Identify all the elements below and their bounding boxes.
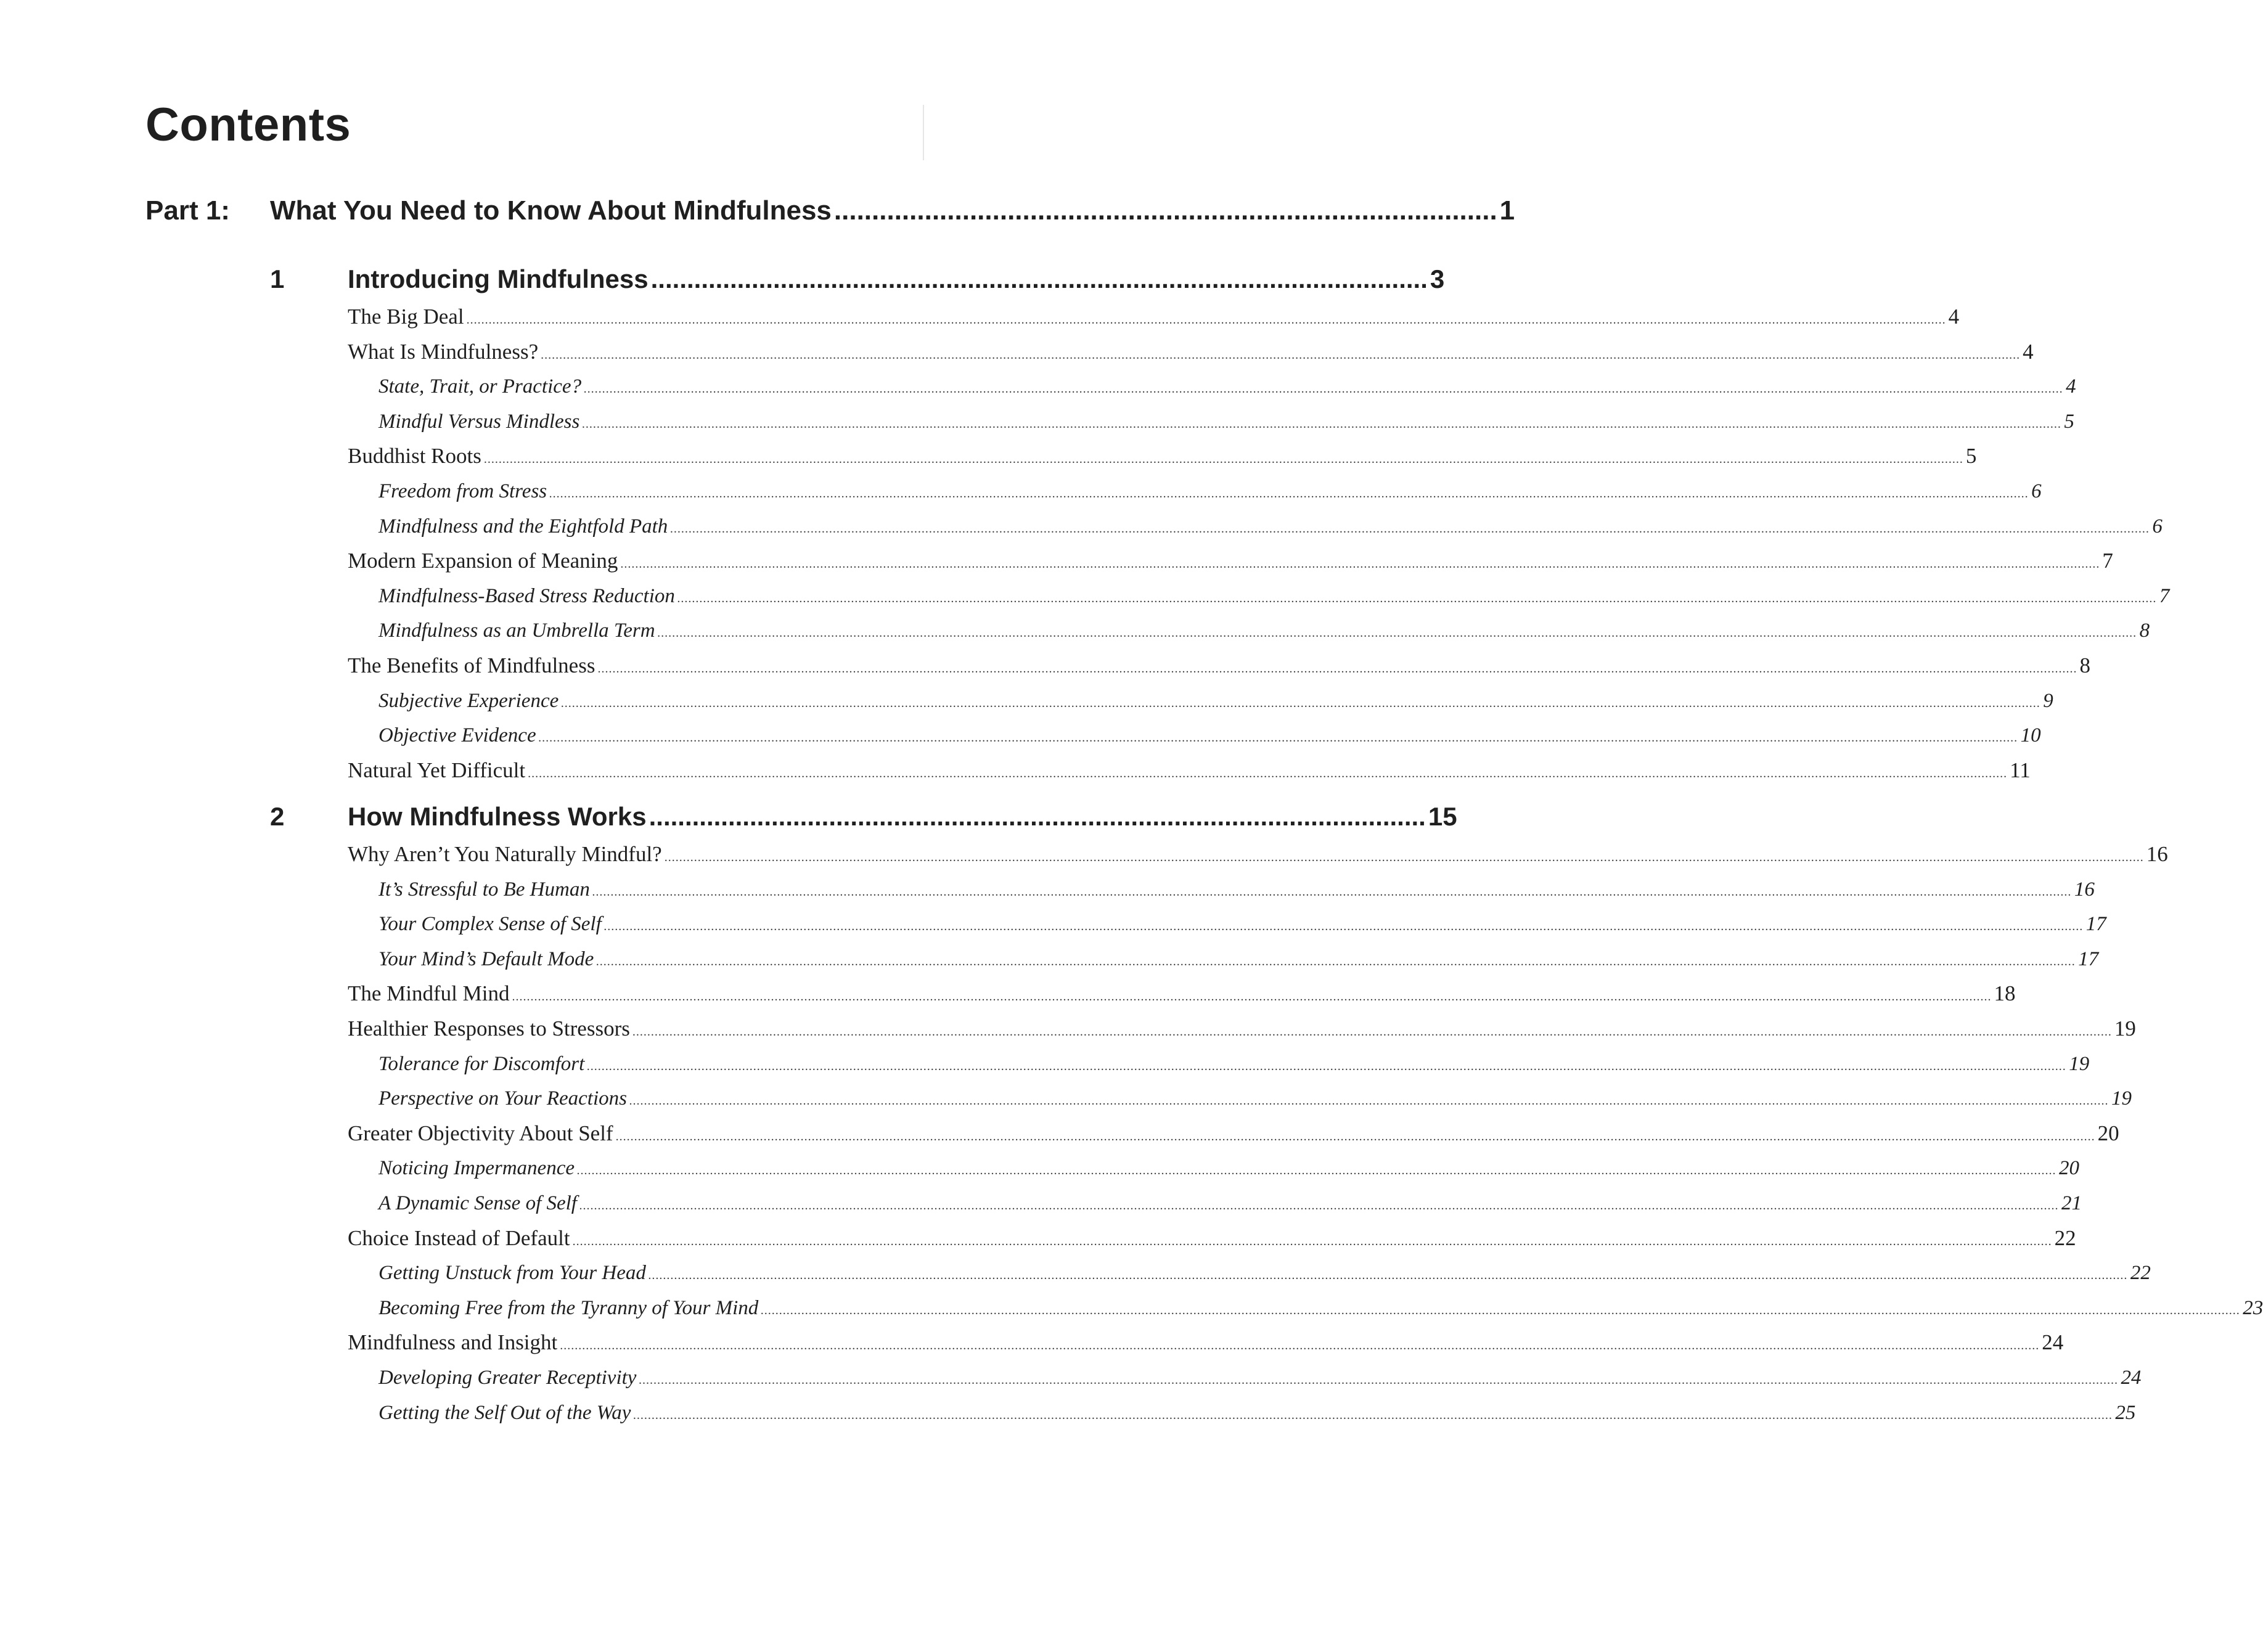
chapter-title-line: [348, 796, 1457, 837]
chapter-number: 1: [270, 264, 285, 293]
entry-page-number: 23: [2243, 1296, 2263, 1319]
leader-dots: ................................................................................................................................................................................................................................................................................................................................................................................................................: [582, 417, 2062, 431]
entry-page-number: 18: [1994, 981, 2016, 1006]
leader-dots: ................................................................................................................................................................................................................................................................................................................................................................................................................: [577, 1164, 2056, 1178]
leader-dots: ............................................................................................................: [649, 802, 1426, 831]
toc-subentry[interactable]: [379, 369, 2076, 404]
leader-dots: ................................................................................................................................................................................................................................................................................................................................................................................................................: [604, 920, 2084, 934]
toc-entry[interactable]: [348, 1012, 2136, 1047]
entry-title: What Is Mindfulness?: [348, 339, 539, 364]
entry-title: Tolerance for Discomfort: [379, 1052, 585, 1075]
leader-dots: ................................................................................................................................................................................................................................................................................................................................................................................................................: [677, 591, 2157, 605]
entry-page-number: 6: [2031, 480, 2042, 502]
entry-page-number: 8: [2079, 653, 2090, 677]
leader-dots: ................................................................................................................................................................................................................................................................................................................................................................................................................: [541, 348, 2021, 362]
entry-page-number: 19: [2114, 1016, 2136, 1041]
leader-dots: ................................................................................................................................................................................................................................................................................................................................................................................................................: [466, 313, 1946, 327]
leader-dots: ................................................................................................................................................................................................................................................................................................................................................................................................................: [549, 486, 2029, 501]
entry-title: Perspective on Your Reactions: [379, 1087, 627, 1110]
entry-page-number: 4: [1948, 305, 1960, 329]
toc-subentry[interactable]: [379, 907, 2106, 942]
entry-page-number: 21: [2061, 1192, 2082, 1214]
chapter-section: [145, 796, 2263, 1430]
leader-dots: ................................................................................................................................................................................................................................................................................................................................................................................................................: [657, 626, 2137, 640]
entry-title: It’s Stressful to Be Human: [379, 878, 590, 901]
toc-subentry[interactable]: [379, 1186, 2082, 1221]
entry-page-number: 7: [2159, 584, 2170, 607]
entry-title: Objective Evidence: [379, 724, 536, 747]
entry-page-number: 9: [2043, 689, 2053, 712]
leader-dots: ................................................................................................................................................................................................................................................................................................................................................................................................................: [648, 1269, 2128, 1283]
entry-title: State, Trait, or Practice?: [379, 375, 582, 398]
leader-dots: ................................................................................................................................................................................................................................................................................................................................................................................................................: [587, 1059, 2067, 1073]
toc-entry[interactable]: [348, 335, 2034, 370]
toc-subentry[interactable]: [379, 404, 2074, 440]
entry-page-number: 19: [2111, 1087, 2132, 1110]
entry-title: Mindfulness and Insight: [348, 1330, 558, 1355]
part-page-number: 1: [1499, 195, 1515, 226]
leader-dots: ................................................................................................................................................................................................................................................................................................................................................................................................................: [639, 1373, 2119, 1387]
toc-entry[interactable]: [348, 1116, 2119, 1151]
leader-dots: ................................................................................................................................................................................................................................................................................................................................................................................................................: [561, 696, 2041, 710]
entry-page-number: 5: [2064, 410, 2074, 433]
leader-dots: ................................................................................................................................................................................................................................................................................................................................................................................................................: [538, 731, 2018, 745]
toc-entry[interactable]: [348, 837, 2168, 872]
entry-page-number: 19: [2069, 1052, 2090, 1075]
entry-page-number: 24: [2121, 1366, 2142, 1389]
chapter-entries: [145, 300, 2170, 788]
leader-dots: ................................................................................................................................................................................................................................................................................................................................................................................................................: [632, 1024, 2112, 1039]
entry-page-number: 17: [2085, 913, 2106, 936]
toc-entry[interactable]: [348, 300, 1960, 335]
leader-dots: ................................................................................................................................................................................................................................................................................................................................................................................................................: [592, 885, 2072, 899]
leader-dots: ................................................................................................................................................................................................................................................................................................................................................................................................................: [615, 1129, 2095, 1143]
entry-page-number: 25: [2115, 1401, 2136, 1424]
part-title-line: [270, 191, 1515, 231]
page-title: Contents: [145, 99, 351, 151]
leader-dots: ................................................................................................................................................................................................................................................................................................................................................................................................................: [670, 521, 2150, 536]
leader-dots: ................................................................................................................................................................................................................................................................................................................................................................................................................: [596, 954, 2076, 968]
leader-dots: ................................................................................................................................................................................................................................................................................................................................................................................................................: [483, 452, 1963, 467]
toc-entry[interactable]: [348, 439, 1977, 474]
toc-subentry[interactable]: [379, 942, 2099, 977]
toc-subentry[interactable]: [379, 1291, 2263, 1326]
part-heading[interactable]: [145, 191, 1515, 231]
entry-page-number: 17: [2078, 947, 2099, 970]
toc-entry[interactable]: [348, 648, 2090, 684]
entry-title: Healthier Responses to Stressors: [348, 1016, 630, 1041]
entry-title: Your Mind’s Default Mode: [379, 947, 594, 970]
toc-subentry[interactable]: [379, 718, 2041, 753]
toc-subentry[interactable]: [379, 1256, 2151, 1291]
toc-subentry[interactable]: [379, 1360, 2142, 1396]
entry-title: Your Complex Sense of Self: [379, 913, 602, 936]
toc-subentry[interactable]: [379, 613, 2150, 648]
chapter-heading[interactable]: [145, 259, 1445, 300]
chapter-number: 2: [270, 802, 285, 831]
entry-page-number: 24: [2042, 1330, 2064, 1355]
leader-dots: ............................................................................................................: [650, 264, 1428, 293]
entry-title: Subjective Experience: [379, 689, 559, 712]
chapter-section: [145, 259, 2170, 788]
entry-title: Getting Unstuck from Your Head: [379, 1262, 646, 1285]
entry-title: Why Aren’t You Naturally Mindful?: [348, 842, 662, 866]
entry-page-number: 4: [2066, 375, 2076, 398]
chapter-title: Introducing Mindfulness: [348, 264, 649, 293]
entry-page-number: 22: [2054, 1225, 2076, 1250]
entry-title: Choice Instead of Default: [348, 1225, 570, 1250]
toc-entry[interactable]: [348, 753, 2031, 788]
toc-subentry[interactable]: [379, 1151, 2079, 1186]
entry-title: Natural Yet Difficult: [348, 758, 526, 782]
entry-page-number: 7: [2102, 549, 2113, 573]
toc-entry[interactable]: [348, 544, 2113, 579]
chapter-page-number: 15: [1428, 802, 1457, 831]
entry-title: The Mindful Mind: [348, 981, 510, 1006]
entry-title: Noticing Impermanence: [379, 1157, 575, 1180]
leader-dots: ................................................................................................................................................................................................................................................................................................................................................................................................................: [512, 990, 1992, 1004]
entry-page-number: 22: [2130, 1262, 2151, 1285]
entry-page-number: 4: [2023, 339, 2034, 364]
entry-title: Getting the Self Out of the Way: [379, 1401, 631, 1424]
leader-dots: ................................................................................................................................................................................................................................................................................................................................................................................................................: [572, 1234, 2052, 1248]
entry-title: Modern Expansion of Meaning: [348, 549, 618, 573]
entry-page-number: 5: [1965, 444, 1977, 468]
chapter-page-number: 3: [1430, 264, 1445, 293]
entry-page-number: 16: [2074, 878, 2095, 901]
entry-title: Freedom from Stress: [379, 480, 547, 502]
toc-subentry[interactable]: [379, 474, 2042, 509]
part-title: What You Need to Know About Mindfulness: [270, 195, 832, 226]
toc-subentry[interactable]: [379, 872, 2095, 907]
entry-page-number: 6: [2152, 515, 2163, 538]
toc-subentry[interactable]: [379, 509, 2163, 544]
entry-title: A Dynamic Sense of Self: [379, 1192, 577, 1214]
leader-dots: ................................................................................................................................................................................................................................................................................................................................................................................................................: [528, 766, 2008, 780]
entry-title: Mindfulness as an Umbrella Term: [379, 620, 655, 642]
chapter-title-line: [348, 259, 1445, 300]
part-label: Part 1:: [145, 195, 230, 226]
toc-subentry[interactable]: [379, 1396, 2136, 1431]
chapter-title: How Mindfulness Works: [348, 802, 647, 831]
entry-title: Greater Objectivity About Self: [348, 1121, 613, 1145]
leader-dots: ........................................................................................: [833, 195, 1497, 226]
leader-dots: ................................................................................................................................................................................................................................................................................................................................................................................................................: [629, 1094, 2109, 1108]
leader-dots: ................................................................................................................................................................................................................................................................................................................................................................................................................: [633, 1408, 2113, 1422]
toc-subentry[interactable]: [379, 579, 2170, 614]
entry-title: Mindfulness and the Eightfold Path: [379, 515, 668, 538]
leader-dots: ................................................................................................................................................................................................................................................................................................................................................................................................................: [560, 1339, 2040, 1353]
toc-entry[interactable]: [348, 1325, 2064, 1360]
entry-page-number: 20: [2097, 1121, 2119, 1145]
toc-entry[interactable]: [348, 976, 2016, 1012]
chapter-entries: [145, 837, 2263, 1430]
leader-dots: ................................................................................................................................................................................................................................................................................................................................................................................................................: [620, 557, 2100, 571]
toc-subentry[interactable]: [379, 684, 2053, 719]
toc-entry[interactable]: [348, 1221, 2076, 1256]
scan-artifact: [923, 105, 924, 160]
entry-page-number: 16: [2146, 842, 2168, 866]
entry-title: Developing Greater Receptivity: [379, 1366, 637, 1389]
entry-title: Buddhist Roots: [348, 444, 481, 468]
leader-dots: ................................................................................................................................................................................................................................................................................................................................................................................................................: [664, 851, 2144, 864]
entry-title: Becoming Free from the Tyranny of Your Mind: [379, 1296, 759, 1319]
leader-dots: ................................................................................................................................................................................................................................................................................................................................................................................................................: [584, 382, 2064, 396]
toc-subentry[interactable]: [379, 1081, 2132, 1116]
leader-dots: ................................................................................................................................................................................................................................................................................................................................................................................................................: [579, 1198, 2059, 1212]
entry-title: Mindful Versus Mindless: [379, 410, 580, 433]
entry-page-number: 8: [2139, 620, 2150, 642]
toc-subentry[interactable]: [379, 1047, 2090, 1082]
leader-dots: ................................................................................................................................................................................................................................................................................................................................................................................................................: [761, 1303, 2241, 1317]
entry-page-number: 20: [2059, 1157, 2079, 1180]
entry-title: The Big Deal: [348, 305, 464, 329]
chapter-heading[interactable]: [145, 796, 1457, 837]
leader-dots: ................................................................................................................................................................................................................................................................................................................................................................................................................: [597, 661, 2077, 676]
entry-page-number: 10: [2020, 724, 2041, 747]
entry-title: The Benefits of Mindfulness: [348, 653, 595, 677]
entry-page-number: 11: [2010, 758, 2031, 782]
entry-title: Mindfulness-Based Stress Reduction: [379, 584, 675, 607]
